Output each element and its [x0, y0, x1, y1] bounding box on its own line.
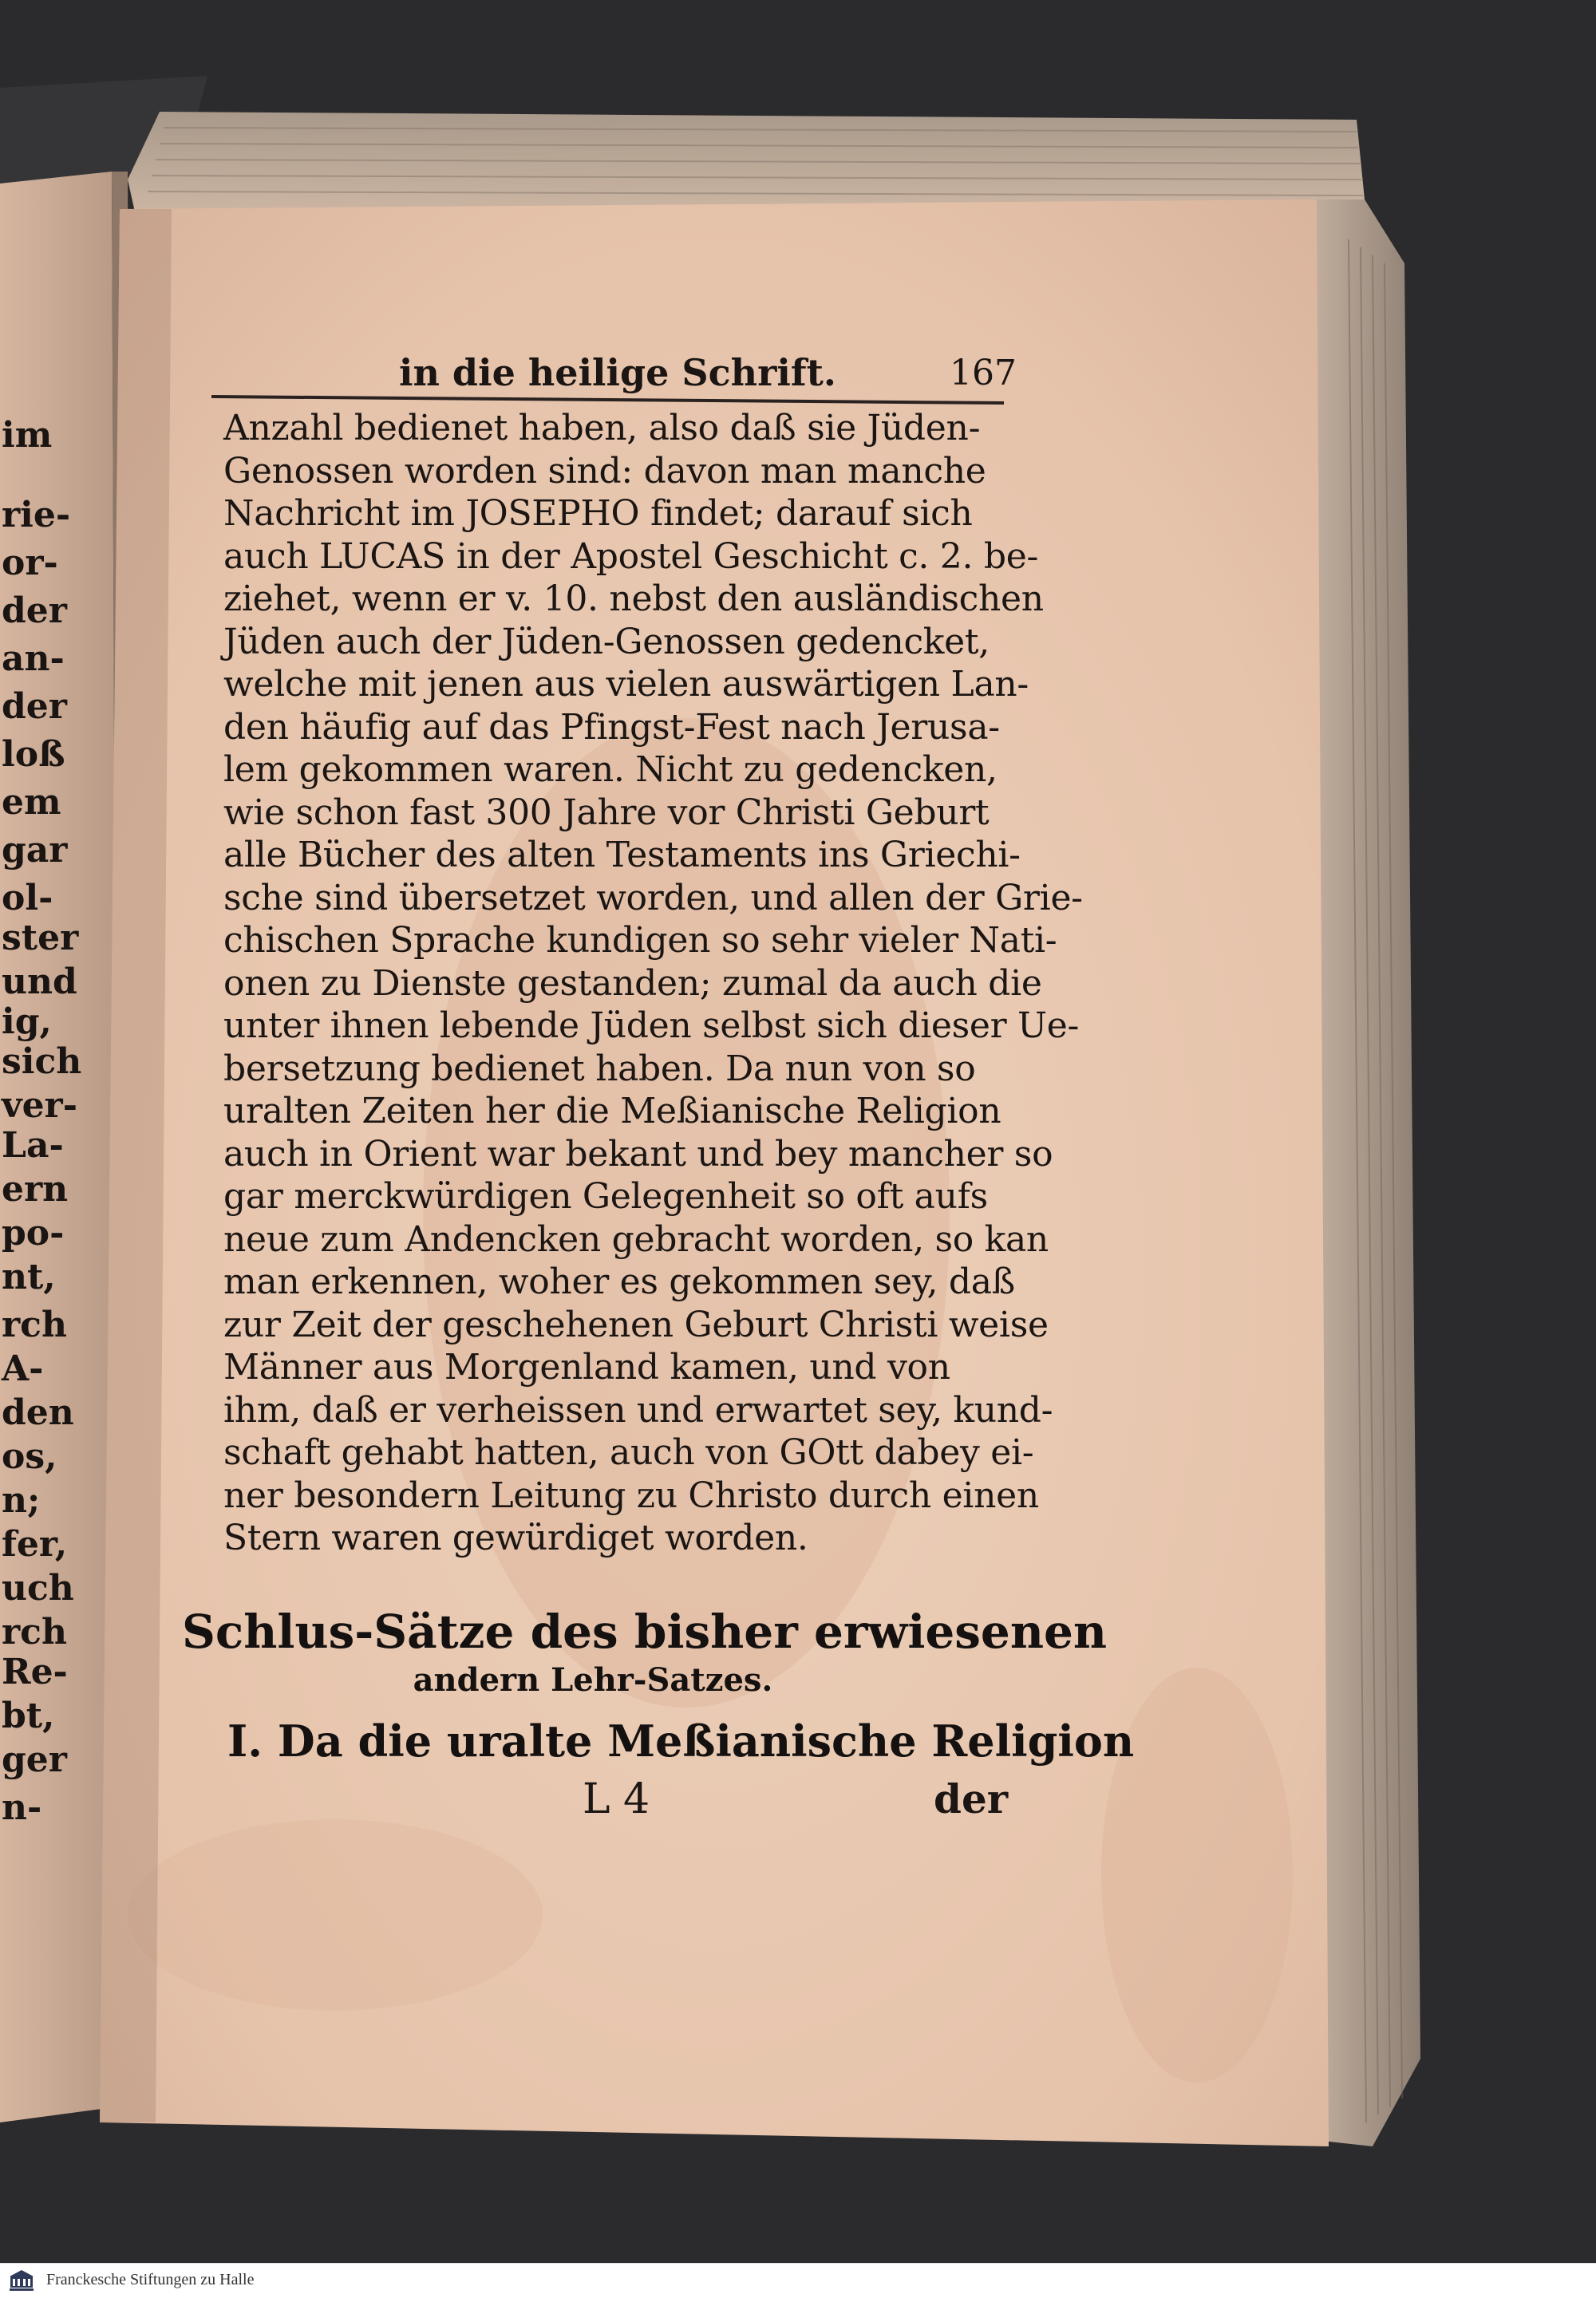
thesis-line: I. Da die uralte Meßianische Religion [227, 1716, 1135, 1767]
body-line: Männer aus Morgenland kamen, und von [223, 1347, 950, 1388]
left-page-fragment: sich [2, 1041, 82, 1082]
body-line: chischen Sprache kundigen so sehr vieler Nati- [223, 920, 1057, 961]
body-line: bersetzung bedienet haben. Da nun von so [223, 1048, 976, 1089]
body-line: welche mit jenen aus vielen auswärtigen Lan- [223, 664, 1029, 705]
body-line: wie schon fast 300 Jahre vor Christi Geburt [223, 792, 990, 833]
left-page-fragment: rie- [2, 495, 71, 535]
body-line: gar merckwürdigen Gelegenheit so oft aufs [223, 1176, 988, 1217]
body-line: auch in Orient war bekant und bey mancher so [223, 1133, 1053, 1175]
left-page-fragment: n- [2, 1787, 42, 1828]
left-page-fragment: der [2, 686, 67, 727]
body-line: lem gekommen waren. Nicht zu gedencken, [223, 749, 998, 790]
body-line: uralten Zeiten her die Meßianische Religion [223, 1091, 1001, 1131]
left-page-fragment: ol- [2, 878, 53, 918]
body-line: Genossen worden sind: davon man manche [223, 450, 986, 492]
left-page-fragment: ger [2, 1739, 67, 1780]
body-line: man erkennen, woher es gekommen sey, daß [223, 1262, 1015, 1302]
left-page-fragment: den [2, 1392, 74, 1433]
credit-bar [0, 2263, 1596, 2298]
page-number: 167 [950, 353, 1017, 393]
left-page-fragment: rch [2, 1612, 67, 1652]
body-line: ner besondern Leitung zu Christo durch einen [223, 1475, 1039, 1516]
left-page-fragment: der [2, 590, 67, 631]
left-page-fragment: ster [2, 918, 79, 958]
left-page-fragment: La- [2, 1125, 64, 1166]
foundation-logo-icon [8, 2268, 35, 2292]
body-line: alle Bücher des alten Testaments ins Griechi- [223, 835, 1021, 875]
left-page-fragment: ver- [2, 1085, 78, 1126]
left-page-fragment: loß [2, 734, 65, 775]
body-line: Stern waren gewürdiget worden. [223, 1518, 808, 1558]
left-page-fragment: rch [2, 1305, 67, 1345]
left-page-fragment: uch [2, 1568, 74, 1609]
left-page-fragment: im [2, 415, 53, 456]
body-line: ihm, daß er verheissen und erwartet sey, kund- [223, 1389, 1053, 1431]
body-line: schaft gehabt hatten, auch von GOtt dabey ei- [223, 1432, 1034, 1473]
left-page-fragment: n; [2, 1480, 41, 1521]
left-page-fragment: ern [2, 1169, 69, 1210]
running-head-title: in die heilige Schrift. [399, 351, 836, 394]
left-page-fragment: fer, [2, 1524, 68, 1565]
body-line: Nachricht im JOSEPHO findet; darauf sich [223, 493, 973, 534]
body-line: zur Zeit der geschehenen Geburt Christi weise [223, 1304, 1049, 1345]
left-page-fragment: bt, [2, 1696, 55, 1736]
section-subheading: andern Lehr-Satzes. [413, 1661, 773, 1699]
left-page-fragment: em [2, 782, 61, 823]
body-line: den häufig auf das Pfingst-Fest nach Jerusa- [223, 706, 1000, 748]
body-line: auch LUCAS in der Apostel Geschicht c. 2. be- [223, 535, 1039, 577]
body-line: Jüden auch der Jüden-Genossen gedencket, [223, 621, 990, 662]
body-line: Anzahl bedienet haben, also daß sie Jüden- [223, 408, 981, 448]
body-text [223, 407, 1083, 1560]
catchword: der [934, 1775, 1009, 1822]
left-page-fragment: an- [2, 638, 65, 679]
running-head [215, 351, 1017, 399]
section-heading: Schlus-Sätze des bisher erwiesenen [182, 1605, 1108, 1659]
body-line: unter ihnen lebende Jüden selbst sich dieser Ue- [223, 1005, 1080, 1046]
left-page-fragment: Re- [2, 1652, 68, 1692]
left-page-fragment: A- [2, 1348, 44, 1389]
left-page-fragment: po- [2, 1213, 65, 1254]
left-page-fragment: nt, [2, 1257, 56, 1297]
body-line: onen zu Dienste gestanden; zumal da auch die [223, 962, 1042, 1004]
left-page-fragment: und [2, 961, 77, 1002]
body-line: neue zum Andencken gebracht worden, so kan [223, 1218, 1049, 1260]
body-line: ziehet, wenn er v. 10. nebst den ausländischen [223, 578, 1044, 619]
left-page-fragment: os, [2, 1436, 57, 1477]
body-line: sche sind übersetzet worden, und allen der Grie- [223, 877, 1083, 918]
signature-mark: L 4 [583, 1775, 650, 1823]
left-page-fragment: gar [2, 830, 68, 871]
left-page-fragment: ig, [2, 1001, 52, 1042]
credit-label: Franckesche Stiftungen zu Halle [46, 2271, 255, 2288]
section-heading-block [182, 1604, 1108, 1701]
left-page-fragment: or- [2, 543, 58, 583]
